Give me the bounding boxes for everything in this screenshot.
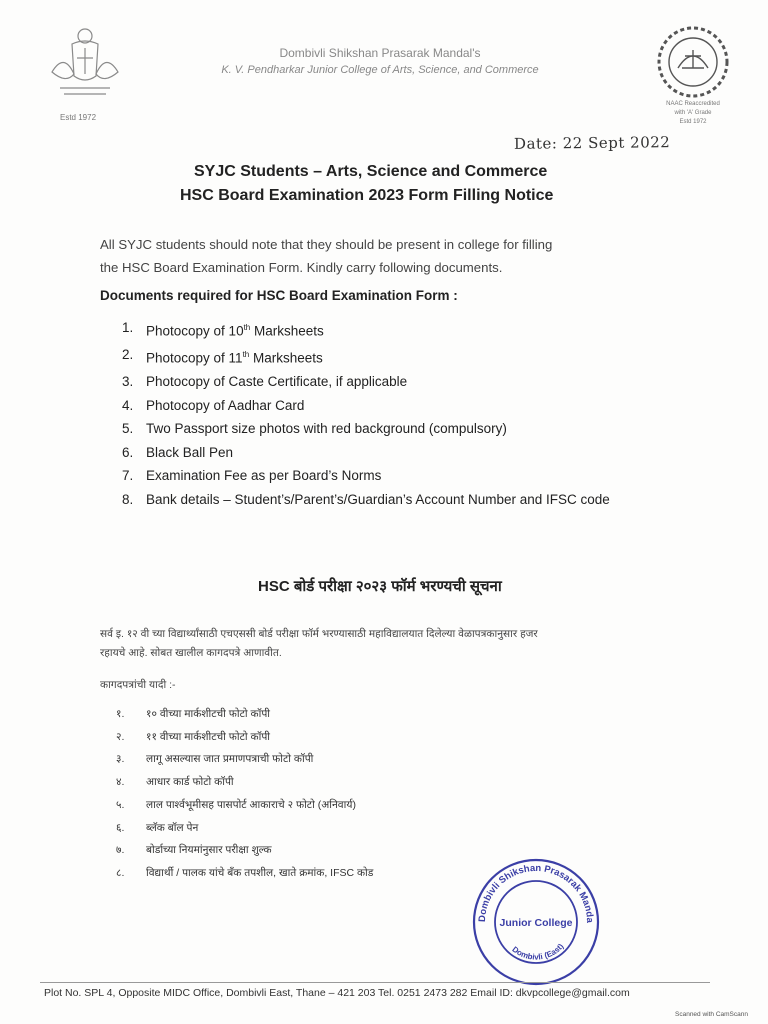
- right-logo-caption-line: with 'A' Grade: [674, 110, 712, 116]
- list-item: [122, 488, 682, 512]
- list-item-text: १० वीच्या मार्कशीटची फोटो कॉपी: [146, 708, 271, 720]
- list-item-number: 4.: [122, 397, 134, 413]
- list-item-text: Photocopy of Aadhar Card: [146, 397, 305, 413]
- list-item-number: ५.: [116, 798, 125, 811]
- left-logo-caption: Estd 1972: [60, 113, 97, 122]
- list-item-superscript: th: [242, 350, 250, 359]
- documents-heading: Documents required for HSC Board Examination Form :: [100, 288, 458, 303]
- list-item-number: ७.: [116, 844, 125, 857]
- footer-divider: [40, 982, 710, 983]
- list-item-superscript: th: [243, 323, 251, 332]
- footer-address: Plot No. SPL 4, Opposite MIDC Office, Dombivli East, Thane – 421 203 Tel. 0251 2473 282 Email ID: dkvpcollege@gmail.com: [44, 987, 630, 999]
- list-item: [122, 370, 682, 394]
- society-emblem-logo: [42, 22, 128, 106]
- marathi-list-heading: कागदपत्रांची यादी :-: [100, 679, 176, 691]
- marathi-heading: HSC बोर्ड परीक्षा २०२३ फॉर्म भरण्यची सूचना: [258, 578, 502, 595]
- list-item-number: ३.: [116, 753, 125, 766]
- right-logo-caption-line: Estd 1972: [679, 119, 707, 125]
- list-item: [122, 441, 682, 465]
- notice-date: Date: 22 Sept 2022: [513, 133, 671, 153]
- list-item-number: १.: [116, 708, 125, 720]
- notice-title-line1: SYJC Students – Arts, Science and Commerce: [194, 163, 548, 180]
- list-item-text: लाल पार्श्वभूमीसह पासपोर्ट आकाराचे २ फोटो (अनिवार्य): [146, 798, 356, 811]
- list-item-number: २.: [116, 730, 125, 743]
- college-emblem-logo: [650, 22, 736, 108]
- list-item: [116, 703, 576, 726]
- list-item-number: 3.: [122, 374, 134, 389]
- right-logo-caption-line: NAAC Reaccredited: [666, 101, 720, 107]
- list-item-number: 7.: [122, 468, 134, 483]
- marathi-paragraph-line: सर्व इ. १२ वी च्या विद्यार्थ्यांसाठी एचएससी बोर्ड परीक्षा फॉर्म भरण्यासाठी महाविद्यालयात दिलेल्या वेळापत्रकानुसार हजर: [100, 628, 538, 640]
- list-item-number: 5.: [122, 421, 134, 436]
- list-item: [122, 394, 682, 418]
- list-item: [116, 726, 576, 749]
- list-item: [122, 464, 682, 488]
- list-item: [116, 794, 576, 817]
- intro-line: the HSC Board Examination Form. Kindly carry following documents.: [100, 260, 503, 275]
- scanner-watermark: Scanned with CamScann: [675, 1011, 748, 1018]
- list-item-text: ब्लॅक बॉल पेन: [146, 821, 199, 834]
- list-item-text: आधार कार्ड फोटो कॉपी: [146, 776, 234, 789]
- intro-line: All SYJC students should note that they should be present in college for filling: [100, 237, 553, 252]
- marathi-paragraph: [100, 625, 680, 663]
- college-stamp: [463, 856, 609, 986]
- list-item-number: 2.: [122, 347, 134, 362]
- right-logo-caption: [648, 100, 738, 127]
- intro-paragraph: [100, 233, 680, 279]
- list-item-number: ४.: [116, 776, 125, 789]
- list-item-number: 8.: [122, 491, 134, 507]
- list-item: [122, 343, 682, 370]
- list-item-number: 6.: [122, 444, 134, 460]
- list-item: [116, 817, 576, 840]
- list-item-text: Black Ball Pen: [146, 444, 234, 460]
- list-item: [116, 748, 576, 771]
- list-item-text: ११ वीच्या मार्कशीटची फोटो कॉपी: [146, 730, 271, 743]
- list-item-text: Photocopy of 11: [146, 350, 243, 366]
- list-item-number: ६.: [116, 821, 125, 834]
- list-item-text: विद्यार्थी / पालक यांचे बँक तपशील, खाते क्रमांक, IFSC कोड: [146, 866, 374, 879]
- list-item-text: Marksheets: [249, 350, 323, 366]
- list-item-text: Photocopy of 10: [146, 323, 244, 339]
- list-item-text: बोर्डाच्या नियमांनुसार परीक्षा शुल्क: [146, 844, 272, 857]
- stamp-ring-text: Dombivli Shikshan Prasarak Manda: [476, 862, 596, 923]
- college-name: K. V. Pendharkar Junior College of Arts, Science, and Commerce: [221, 64, 539, 76]
- list-item-number: ८.: [116, 866, 125, 879]
- notice-title-line2: HSC Board Examination 2023 Form Filling Notice: [180, 187, 554, 204]
- list-item-text: Examination Fee as per Board’s Norms: [146, 468, 382, 483]
- list-item-text: Bank details – Student’s/Parent’s/Guardian’s Account Number and IFSC code: [146, 491, 610, 507]
- list-item-text: Two Passport size photos with red background (compulsory): [146, 421, 507, 436]
- society-name: Dombivli Shikshan Prasarak Mandal's: [279, 46, 481, 60]
- list-item-number: 1.: [122, 320, 134, 335]
- list-item: [122, 417, 682, 441]
- documents-list: [122, 316, 682, 511]
- marathi-paragraph-line: रहायचे आहे. सोबत खालील कागदपत्रे आणावीत.: [100, 647, 282, 659]
- list-item: [122, 316, 682, 343]
- list-item-text: लागू असल्यास जात प्रमाणपत्राची फोटो कॉपी: [146, 753, 314, 766]
- stamp-bottom-text: Dombivli (East): [510, 941, 566, 962]
- list-item-text: Marksheets: [250, 323, 324, 339]
- stamp-center-text: Junior College: [499, 917, 573, 929]
- list-item-text: Photocopy of Caste Certificate, if applicable: [146, 374, 408, 389]
- list-item: [116, 771, 576, 794]
